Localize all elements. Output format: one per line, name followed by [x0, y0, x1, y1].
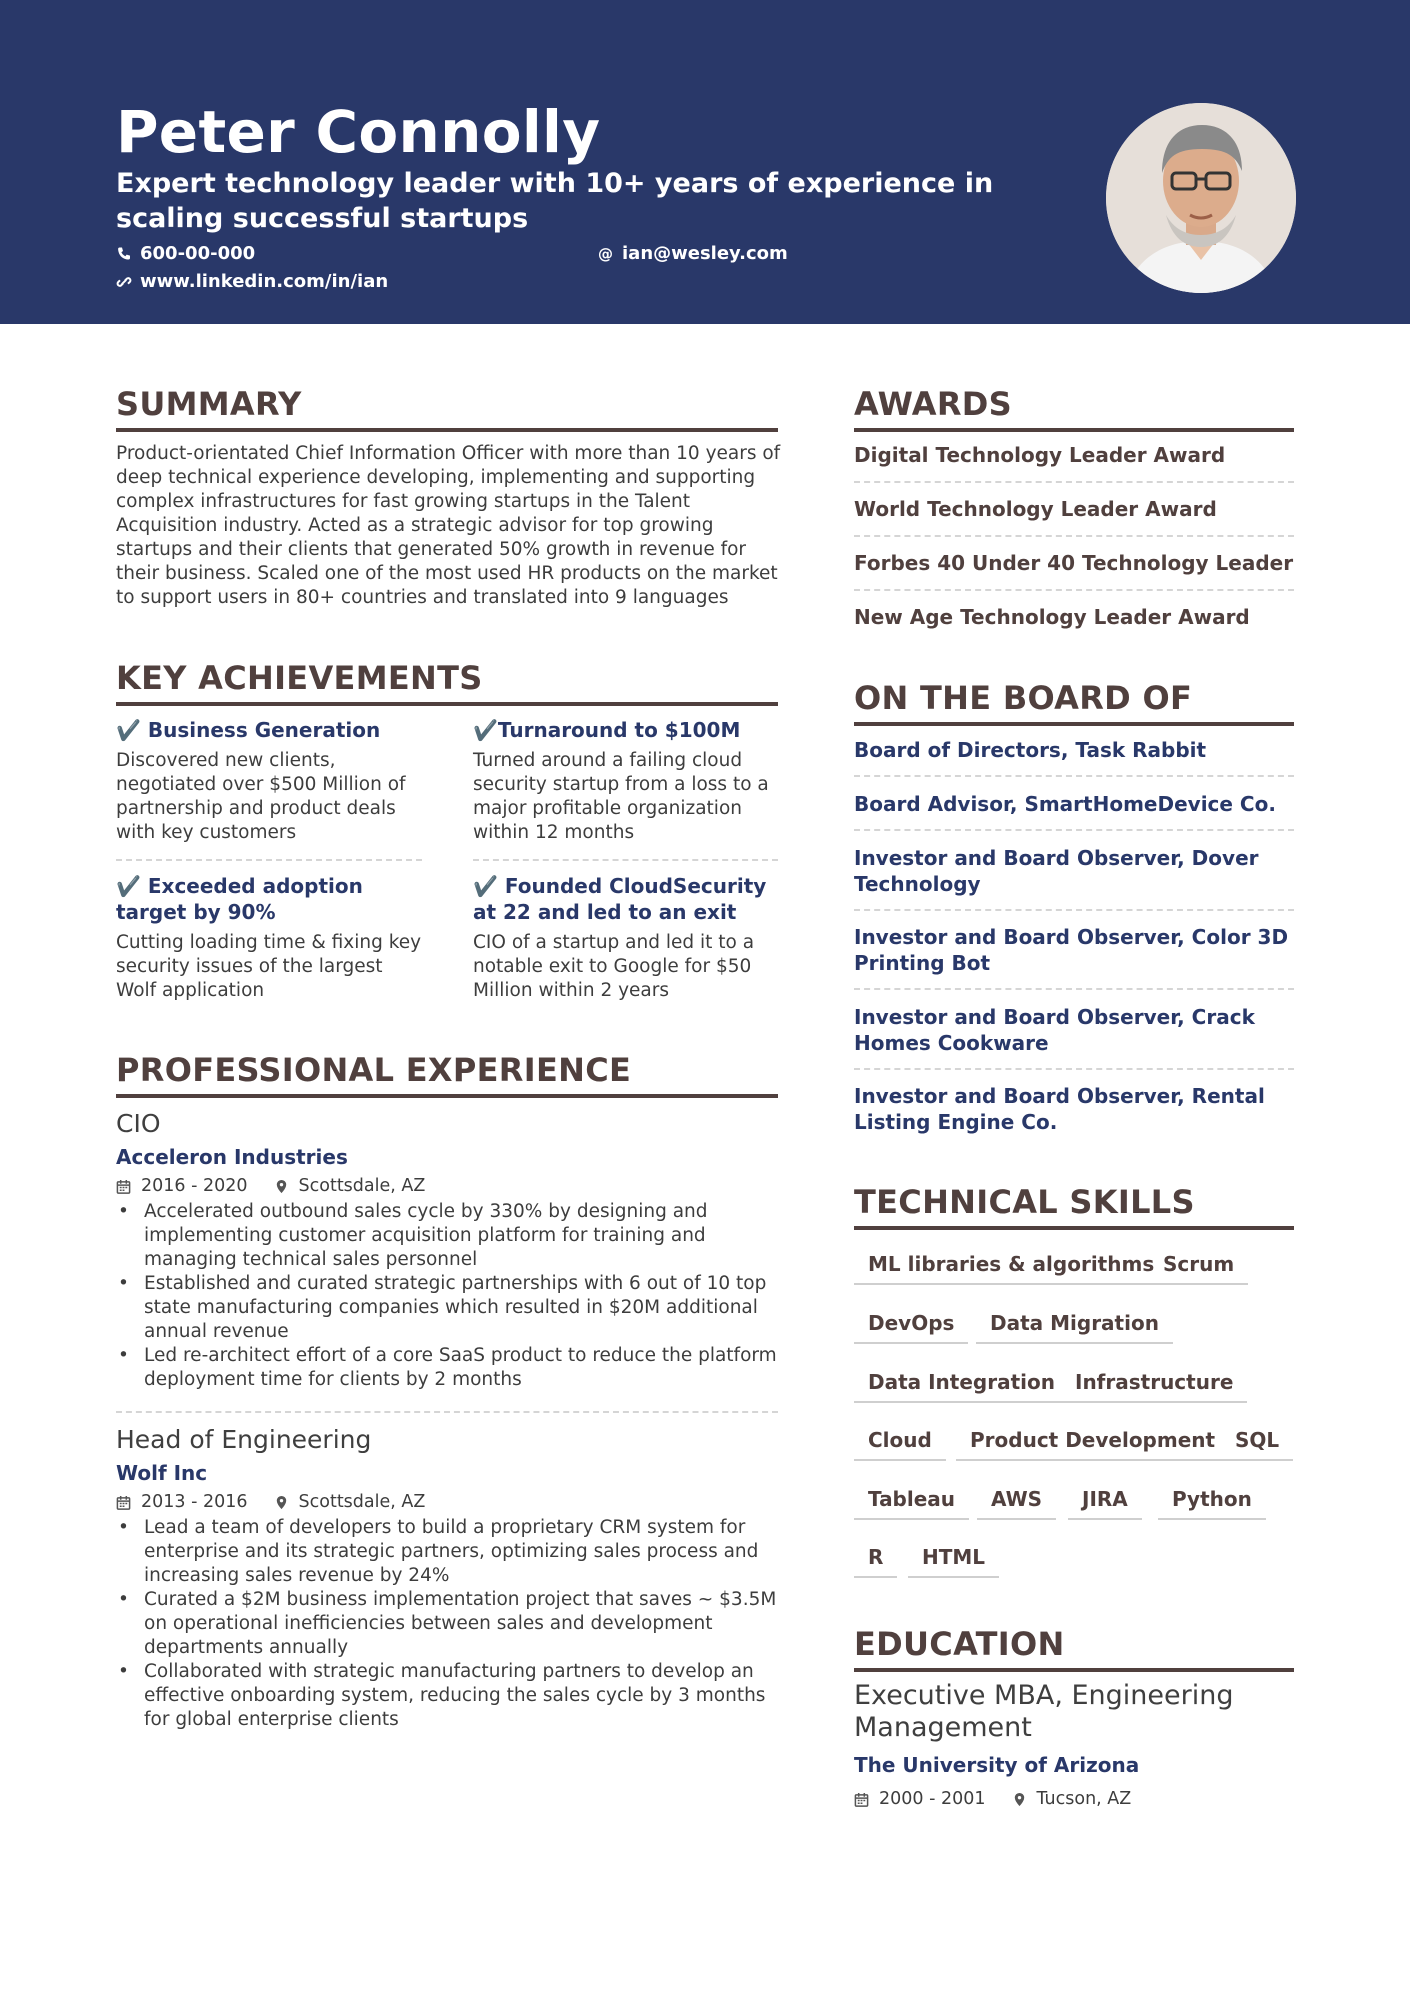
board-item: Investor and Board Observer, Color 3D Printing Bot [854, 925, 1289, 975]
skill-tag: HTML [908, 1544, 999, 1578]
job-company[interactable]: Wolf Inc [116, 1461, 208, 1485]
check-icon: ✔️ [473, 874, 498, 898]
list-item: • Established and curated strategic partnerships with 6 out of 10 top state manufacturing companies which resulted in $20M additional annual revenue [116, 1272, 782, 1344]
education-heading: EDUCATION [854, 1624, 1294, 1672]
calendar-icon [854, 1792, 869, 1807]
divider [854, 829, 1294, 831]
education-dates: 2000 - 2001 [879, 1789, 986, 1809]
job-role: CIO [116, 1109, 161, 1138]
award-item: Forbes 40 Under 40 Technology Leader [854, 551, 1294, 575]
key-achievements-heading: KEY ACHIEVEMENTS [116, 658, 778, 706]
board-item: Investor and Board Observer, Rental Listing Engine Co. [854, 1084, 1265, 1134]
skill-tag: DevOps [854, 1310, 968, 1344]
achievement-title: Turnaround to $100M [497, 718, 741, 742]
candidate-name: Peter Connolly [116, 98, 601, 166]
education-location: Tucson, AZ [1036, 1789, 1132, 1809]
linkedin-url[interactable]: www.linkedin.com/in/ian [140, 271, 389, 292]
skill-tag: Data Migration [976, 1310, 1173, 1344]
divider [854, 775, 1294, 777]
divider [116, 1411, 778, 1413]
board-item: Investor and Board Observer, Dover Technology [854, 846, 1259, 896]
skill-tag: R [854, 1544, 897, 1578]
achievement-item [116, 873, 426, 1003]
summary-heading: SUMMARY [116, 384, 778, 432]
experience-entry [116, 1108, 782, 1392]
achievement-item [473, 717, 783, 845]
list-item: • Accelerated outbound sales cycle by 330% by designing and implementing customer acquisition platform for training and managing technical sales personnel [116, 1200, 782, 1272]
skill-tag: Data Integration [854, 1369, 1069, 1403]
awards-heading: AWARDS [854, 384, 1294, 432]
achievement-description: Cutting loading time & fixing key security issues of the largest Wolf application [116, 932, 422, 1001]
achievement-title: Exceeded adoption target by 90% [116, 874, 363, 924]
skill-tag: Tableau [854, 1486, 969, 1520]
board-item: Board Advisor, SmartHomeDevice Co. [854, 792, 1276, 816]
school-name[interactable]: The University of Arizona [854, 1753, 1140, 1777]
achievement-item [116, 717, 426, 845]
skill-tag: Cloud [854, 1427, 946, 1461]
phone-contact [116, 242, 255, 266]
skill-tag: JIRA [1068, 1486, 1142, 1520]
job-bullets [116, 1516, 782, 1732]
portrait-image [1106, 103, 1296, 293]
list-item: • Led re-architect effort of a core SaaS product to reduce the platform deployment time for clients by 2 months [116, 1344, 782, 1392]
achievement-description: Discovered new clients, negotiated over $500 Million of partnership and product deals with key customers [116, 750, 406, 843]
divider [854, 1068, 1294, 1070]
achievement-description: CIO of a startup and led it to a notable exit to Google for $50 Million within 2 years [473, 932, 755, 1001]
check-icon: ✔️ [116, 874, 141, 898]
job-meta [116, 1490, 782, 1514]
achievement-description: Turned around a failing cloud security startup from a loss to a major profitable organization within 12 months [473, 750, 769, 843]
degree-title: Executive MBA, Engineering Management [854, 1680, 1234, 1743]
location-pin-icon [274, 1495, 289, 1510]
job-location: Scottsdale, AZ [298, 1176, 426, 1196]
job-dates: 2016 - 2020 [141, 1176, 248, 1196]
email-contact[interactable] [598, 242, 788, 266]
experience-heading: PROFESSIONAL EXPERIENCE [116, 1050, 778, 1098]
divider [854, 481, 1294, 483]
skill-tag: Python [1158, 1486, 1266, 1520]
award-item: New Age Technology Leader Award [854, 605, 1250, 629]
job-location: Scottsdale, AZ [298, 1492, 426, 1512]
at-icon [598, 246, 614, 262]
linkedin-contact[interactable] [116, 270, 388, 294]
phone-icon [116, 246, 132, 262]
skill-tag: Infrastructure [1061, 1369, 1247, 1403]
divider [116, 859, 422, 861]
list-item: • Curated a $2M business implementation project that saves ~ $3.5M on operational inefficiencies between sales and development departments annually [116, 1588, 782, 1660]
achievement-item [473, 873, 783, 1003]
skills-heading: TECHNICAL SKILLS [854, 1182, 1294, 1230]
location-pin-icon [1012, 1792, 1027, 1807]
board-item: Investor and Board Observer, Crack Homes Cookware [854, 1005, 1255, 1055]
job-dates: 2013 - 2016 [141, 1492, 248, 1512]
email-address[interactable]: ian@wesley.com [622, 243, 788, 264]
skill-tag: Scrum [1149, 1251, 1248, 1285]
summary-text: Product-orientated Chief Information Officer with more than 10 years of deep technical experience developing, implementing and supporting complex infrastructures for fast growing startups in the Talent Acquisition industry. Acted as a strategic advisor for top growing startups and their clients that generated 50% growth in revenue for their business. Scaled one of the most used HR products on the market to support users in 80+ countries and translated into 9 languages [116, 443, 781, 608]
check-icon: ✔️ [473, 718, 498, 742]
phone-number: 600-00-000 [140, 243, 256, 264]
board-heading: ON THE BOARD OF [854, 678, 1294, 726]
job-meta [116, 1174, 782, 1198]
svg-text:@: @ [598, 246, 613, 262]
divider [473, 859, 778, 861]
check-icon: ✔️ [116, 718, 141, 742]
skill-tag: ML libraries & algorithms [854, 1251, 1168, 1285]
divider [854, 589, 1294, 591]
achievement-title: Business Generation [147, 718, 381, 742]
divider [854, 988, 1294, 990]
skill-tag: AWS [977, 1486, 1056, 1520]
divider [854, 909, 1294, 911]
achievement-title: Founded CloudSecurity at 22 and led to an exit [473, 874, 767, 924]
job-role: Head of Engineering [116, 1425, 372, 1454]
award-item: Digital Technology Leader Award [854, 443, 1226, 467]
education-meta [854, 1787, 1131, 1811]
job-company[interactable]: Acceleron Industries [116, 1145, 348, 1169]
divider [854, 535, 1294, 537]
profile-photo [1106, 103, 1296, 293]
skill-tag: SQL [1221, 1427, 1293, 1461]
award-item: World Technology Leader Award [854, 497, 1217, 521]
skill-tag: Product Development [956, 1427, 1229, 1461]
calendar-icon [116, 1179, 131, 1194]
board-item: Board of Directors, Task Rabbit [854, 738, 1207, 762]
header-banner [0, 0, 1410, 324]
list-item: • Collaborated with strategic manufacturing partners to develop an effective onboarding system, reducing the sales cycle by 3 months for global enterprise clients [116, 1660, 782, 1732]
link-icon [116, 274, 132, 290]
list-item: • Lead a team of developers to build a proprietary CRM system for enterprise and its strategic partners, optimizing sales process and increasing sales revenue by 24% [116, 1516, 782, 1588]
location-pin-icon [274, 1179, 289, 1194]
headline: Expert technology leader with 10+ years of experience in scaling successful startups [116, 168, 994, 234]
job-bullets [116, 1200, 782, 1392]
experience-entry [116, 1424, 782, 1732]
calendar-icon [116, 1495, 131, 1510]
